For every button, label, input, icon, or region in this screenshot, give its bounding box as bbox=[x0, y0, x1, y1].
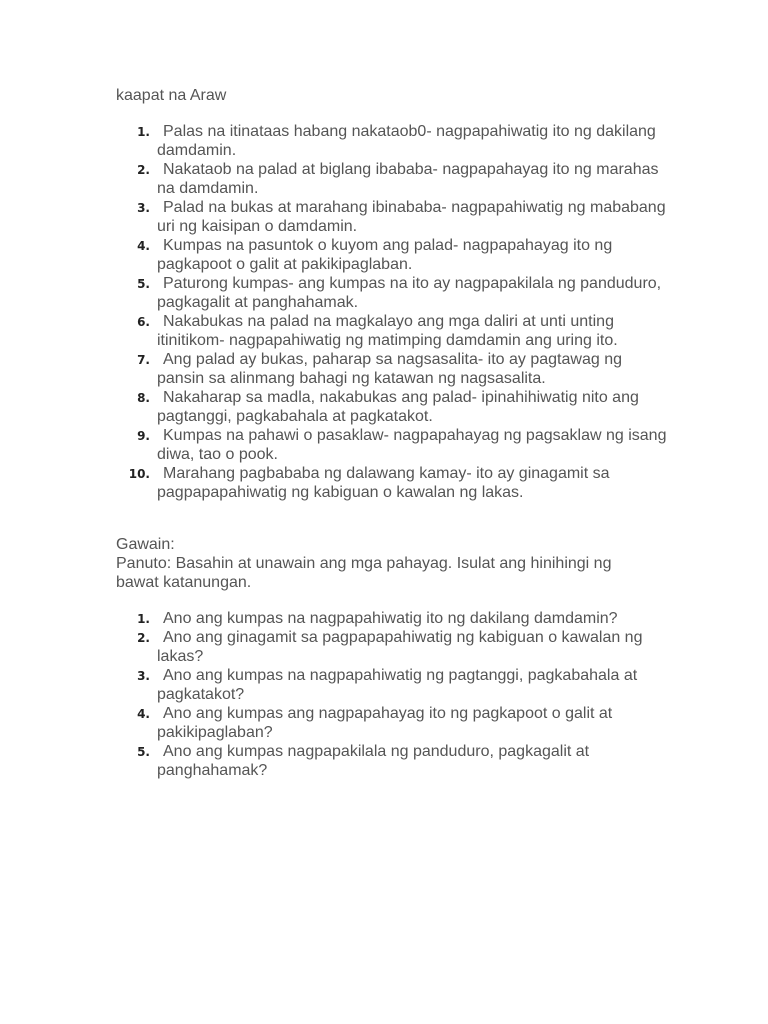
activity-section bbox=[116, 535, 636, 592]
list-text: Nakabukas na palad na magkalayo ang mga daliri at unti unting itinitikom- nagpapahiwatig ng matimping damdamin ang uring ito. bbox=[157, 313, 618, 349]
list-text: Ano ang ginagamit sa pagpapapahiwatig ng kabiguan o kawalan ng lakas? bbox=[157, 629, 643, 665]
list-item bbox=[0, 160, 768, 198]
list-text: Nakataob na palad at biglang ibababa- nagpapahayag ito ng marahas na damdamin. bbox=[157, 161, 659, 197]
list-item bbox=[0, 274, 768, 312]
list-number: 1. bbox=[137, 125, 150, 139]
list-number: 6. bbox=[137, 315, 150, 329]
list-number: 2. bbox=[137, 631, 150, 645]
list-number: 3. bbox=[137, 669, 150, 683]
list-number: 9. bbox=[137, 429, 150, 443]
gesture-list bbox=[0, 122, 768, 502]
activity-instructions: Panuto: Basahin at unawain ang mga pahayag. Isulat ang hinihingi ng bawat katanungan. bbox=[116, 555, 612, 591]
list-item bbox=[0, 628, 768, 666]
list-item bbox=[0, 312, 768, 350]
list-number: 4. bbox=[137, 707, 150, 721]
list-text: Ano ang kumpas ang nagpapahayag ito ng pagkapoot o galit at pakikipaglaban? bbox=[157, 705, 613, 741]
activity-title: Gawain: bbox=[116, 536, 175, 553]
list-item bbox=[0, 742, 768, 780]
list-item bbox=[0, 666, 768, 704]
list-item bbox=[0, 198, 768, 236]
list-text: Paturong kumpas- ang kumpas na ito ay nagpapakilala ng panduduro, pagkagalit at panghahamak. bbox=[157, 275, 662, 311]
list-item bbox=[0, 350, 768, 388]
question-list bbox=[0, 609, 768, 780]
list-text: Ano ang kumpas na nagpapahiwatig ito ng dakilang damdamin? bbox=[163, 610, 618, 627]
list-item bbox=[0, 609, 768, 628]
list-text: Ano ang kumpas nagpapakilala ng panduduro, pagkagalit at panghahamak? bbox=[157, 743, 590, 779]
list-number: 10. bbox=[128, 467, 150, 481]
list-item bbox=[0, 704, 768, 742]
page-heading: kaapat na Araw bbox=[116, 87, 227, 104]
list-number: 4. bbox=[137, 239, 150, 253]
list-item bbox=[0, 122, 768, 160]
list-text: Marahang pagbababa ng dalawang kamay- ito ay ginagamit sa pagpapapahiwatig ng kabiguan o kawalan ng lakas. bbox=[157, 465, 610, 501]
list-number: 2. bbox=[137, 163, 150, 177]
list-text: Palad na bukas at marahang ibinababa- nagpapahiwatig ng mababang uri ng kaisipan o damdamin. bbox=[157, 199, 666, 235]
list-text: Kumpas na pahawi o pasaklaw- nagpapahayag ng pagsaklaw ng isang diwa, tao o pook. bbox=[157, 427, 667, 463]
list-text: Ano ang kumpas na nagpapahiwatig ng pagtanggi, pagkabahala at pagkatakot? bbox=[157, 667, 638, 703]
list-number: 1. bbox=[137, 612, 150, 626]
list-number: 5. bbox=[137, 745, 150, 759]
list-number: 3. bbox=[137, 201, 150, 215]
list-item bbox=[0, 388, 768, 426]
list-text: Ang palad ay bukas, paharap sa nagsasalita- ito ay pagtawag ng pansin sa alinmang bahagi ng katawan ng nagsasalita. bbox=[157, 351, 622, 387]
list-text: Kumpas na pasuntok o kuyom ang palad- nagpapahayag ito ng pagkapoot o galit at pakikipaglaban. bbox=[157, 237, 613, 273]
list-item bbox=[0, 464, 768, 502]
list-number: 5. bbox=[137, 277, 150, 291]
list-item bbox=[0, 426, 768, 464]
list-text: Nakaharap sa madla, nakabukas ang palad- ipinahihiwatig nito ang pagtanggi, pagkabahala at pagkatakot. bbox=[157, 389, 639, 425]
list-text: Palas na itinataas habang nakataob0- nagpapahiwatig ito ng dakilang damdamin. bbox=[157, 123, 656, 159]
list-number: 7. bbox=[137, 353, 150, 367]
list-number: 8. bbox=[137, 391, 150, 405]
list-item bbox=[0, 236, 768, 274]
